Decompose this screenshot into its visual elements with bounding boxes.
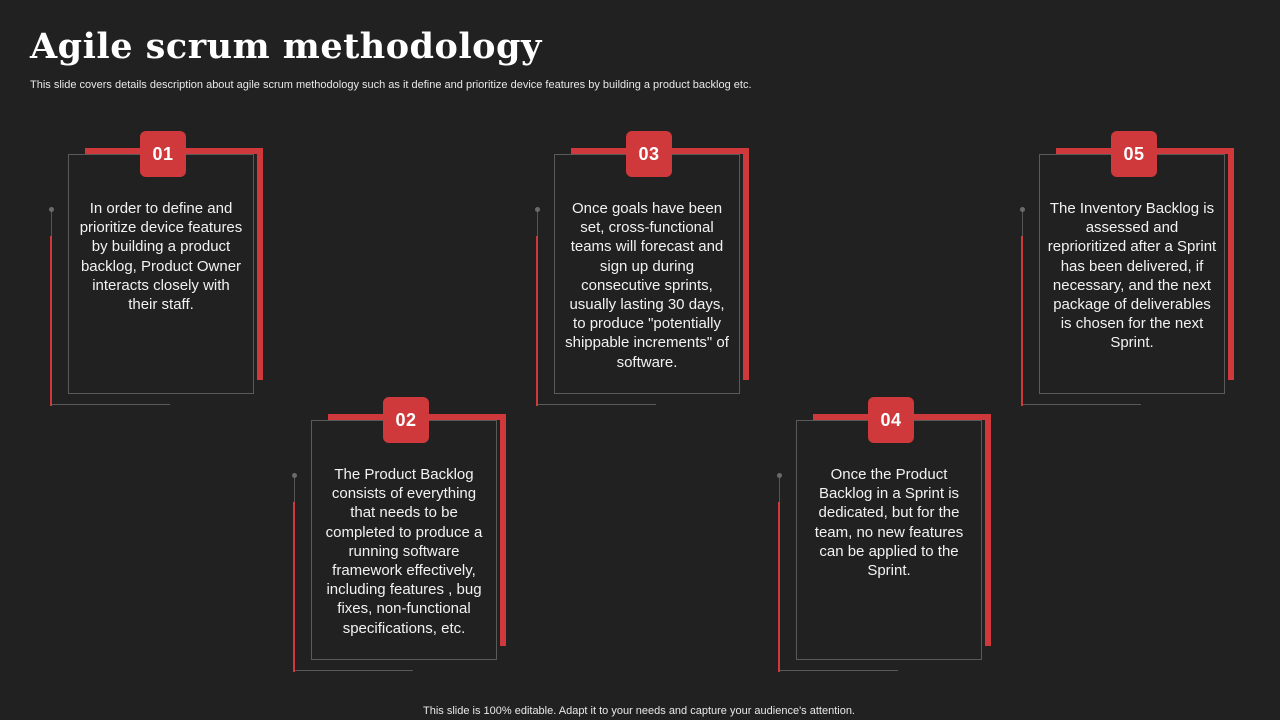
accent-line xyxy=(293,502,295,672)
connector-dot xyxy=(1020,207,1025,212)
step-description: The Inventory Backlog is assessed and reprioritized after a Sprint has been delivered, if necessary, and the next package of deliverables is chosen for the next Sprint. xyxy=(1047,200,1217,352)
step-card-01 xyxy=(68,143,263,414)
step-number-badge: 02 xyxy=(383,397,429,443)
connector-line xyxy=(779,476,780,504)
slide-subtitle: This slide covers details description about agile scrum methodology such as it define and prioritize device features by building a product backlog etc. xyxy=(30,79,752,91)
connector-dot xyxy=(777,473,782,478)
connector-dot xyxy=(292,473,297,478)
slide-title: Agile scrum methodology xyxy=(30,26,542,67)
step-card-03 xyxy=(554,143,749,414)
step-card-02 xyxy=(311,409,506,680)
step-number-badge: 03 xyxy=(626,131,672,177)
step-description: Once goals have been set, cross-functional teams will forecast and sign up during consecutive sprints, usually lasting 30 days, to produce "potentially shippable increments" of software. xyxy=(565,200,729,371)
footer-note: This slide is 100% editable. Adapt it to your needs and capture your audience's attention. xyxy=(423,705,855,717)
step-card-05 xyxy=(1039,143,1234,414)
connector-line xyxy=(1022,210,1023,238)
connector-line xyxy=(294,476,295,504)
step-card-04 xyxy=(796,409,991,680)
connector-dot xyxy=(535,207,540,212)
accent-line xyxy=(1021,236,1023,406)
step-number-badge: 01 xyxy=(140,131,186,177)
step-description: The Product Backlog consists of everything that needs to be completed to produce a running software framework effectively, including features , bug fixes, non-functional specifications, etc. xyxy=(325,466,483,637)
step-number-badge: 04 xyxy=(868,397,914,443)
connector-line xyxy=(51,210,52,238)
accent-line xyxy=(50,236,52,406)
accent-line xyxy=(536,236,538,406)
step-number-badge: 05 xyxy=(1111,131,1157,177)
accent-line xyxy=(778,502,780,672)
step-description: Once the Product Backlog in a Sprint is dedicated, but for the team, no new features can be applied to the Sprint. xyxy=(814,466,964,580)
step-description: In order to define and prioritize device features by building a product backlog, Product Owner interacts closely with their staff. xyxy=(79,200,243,314)
connector-line xyxy=(537,210,538,238)
connector-dot xyxy=(49,207,54,212)
